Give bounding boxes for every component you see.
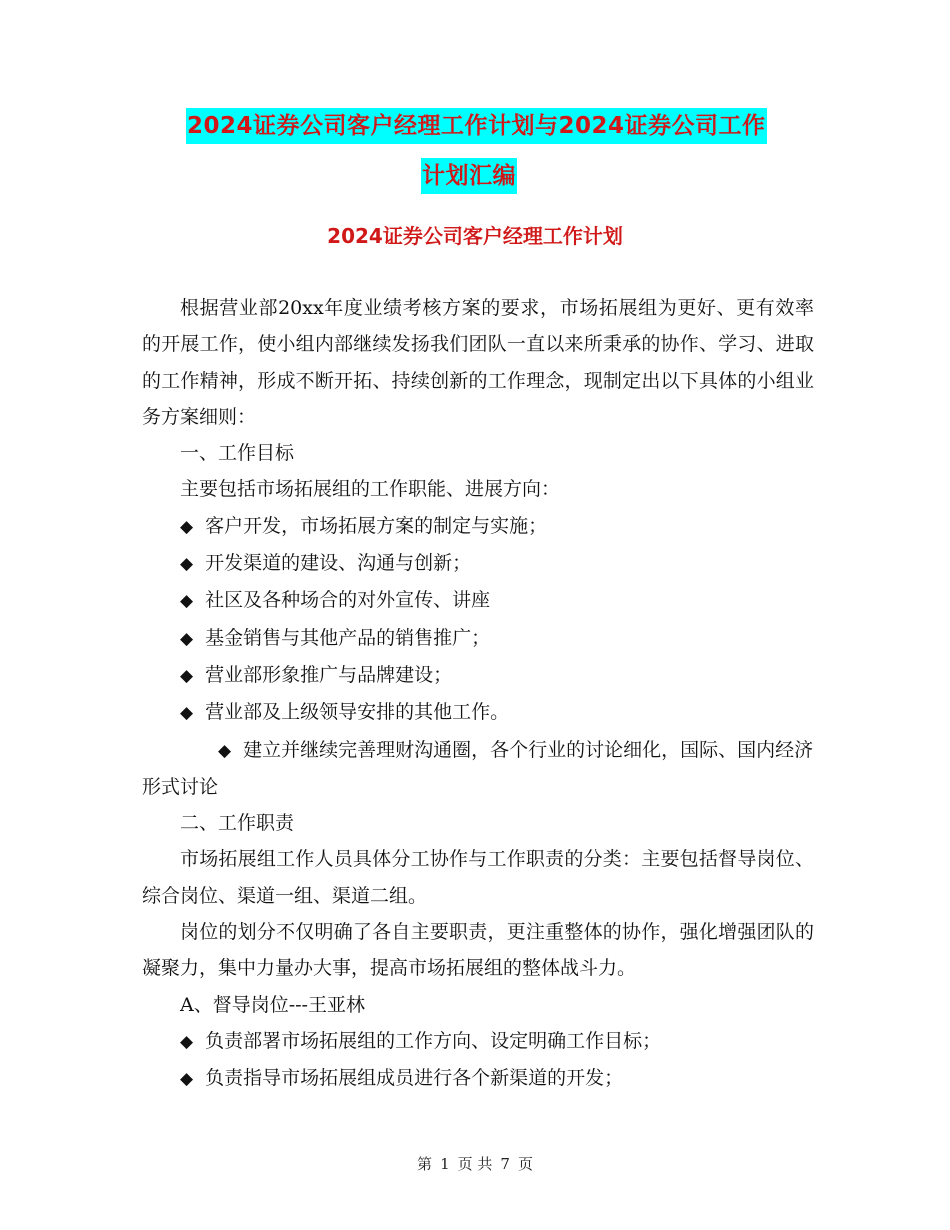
- footer-page-number: 1: [440, 1155, 450, 1173]
- bullet-item: [142, 732, 814, 806]
- bullet-item: [142, 545, 814, 582]
- bullet-text: 建立并继续完善理财沟通圈，各个行业的讨论细化，国际、国内经济形式讨论: [142, 738, 814, 798]
- bullet-text: 基金销售与其他产品的销售推广；: [205, 626, 491, 649]
- document-body: [142, 290, 814, 1098]
- diamond-bullet-icon: ◆: [180, 1031, 194, 1052]
- body-paragraph: 岗位的划分不仅明确了各自主要职责，更注重整体的协作，强化增强团队的凝聚力，集中力量办大事，提高市场拓展组的整体战斗力。: [142, 921, 814, 980]
- footer-prefix: 第: [417, 1155, 433, 1173]
- diamond-bullet-icon: ◆: [180, 554, 194, 575]
- title-line-2: 计划汇编: [421, 158, 517, 194]
- bullet-text: 客户开发，市场拓展方案的制定与实施；: [205, 514, 548, 537]
- body-paragraph: 主要包括市场拓展组的工作职能、进展方向：: [180, 478, 561, 501]
- diamond-bullet-icon: ◆: [180, 591, 194, 612]
- body-paragraph: A、督导岗位---王亚林: [180, 993, 365, 1016]
- bullet-item: [142, 508, 814, 545]
- diamond-bullet-icon: ◆: [180, 628, 194, 649]
- page-footer: [0, 1153, 950, 1174]
- body-paragraph: 市场拓展组工作人员具体分工协作与工作职责的分类：主要包括督导岗位、综合岗位、渠道一组、渠道二组。: [142, 848, 814, 907]
- diamond-bullet-icon: ◆: [218, 740, 232, 761]
- bullet-item: [142, 582, 814, 619]
- bullet-text: 社区及各种场合的对外宣传、讲座: [205, 589, 491, 612]
- bullet-text: 营业部形象推广与品牌建设；: [205, 663, 453, 686]
- bullet-text: 开发渠道的建设、沟通与创新；: [205, 552, 472, 575]
- bullet-item: [142, 657, 814, 694]
- diamond-bullet-icon: ◆: [180, 665, 194, 686]
- body-paragraph: 二、工作职责: [180, 812, 295, 835]
- bullet-item: [142, 694, 814, 731]
- bullet-text: 负责部署市场拓展组的工作方向、设定明确工作目标；: [205, 1029, 662, 1052]
- section-heading: 2024证券公司客户经理工作计划: [327, 224, 623, 248]
- bullet-item: [142, 1023, 814, 1060]
- diamond-bullet-icon: ◆: [180, 703, 194, 724]
- bullet-text: 负责指导市场拓展组成员进行各个新渠道的开发；: [205, 1067, 624, 1090]
- footer-mid: 页 共: [457, 1155, 493, 1173]
- bullet-item: [142, 620, 814, 657]
- body-paragraph: 根据营业部20xx年度业绩考核方案的要求，市场拓展组为更好、更有效率的开展工作，使小组内部继续发扬我们团队一直以来所秉承的协作、学习、进取的工作精神，形成不断开拓、持续创新的工作理念，现制定出以下具体的小组业务方案细则：: [142, 297, 814, 428]
- diamond-bullet-icon: ◆: [180, 516, 194, 537]
- footer-total-pages: 7: [500, 1155, 510, 1173]
- diamond-bullet-icon: ◆: [180, 1069, 194, 1090]
- footer-suffix: 页: [517, 1155, 533, 1173]
- bullet-item: [142, 1060, 814, 1097]
- title-line-1: 2024证券公司客户经理工作计划与2024证券公司工作: [186, 108, 767, 144]
- bullet-text: 营业部及上级领导安排的其他工作。: [205, 701, 510, 724]
- body-paragraph: 一、工作目标: [180, 442, 295, 465]
